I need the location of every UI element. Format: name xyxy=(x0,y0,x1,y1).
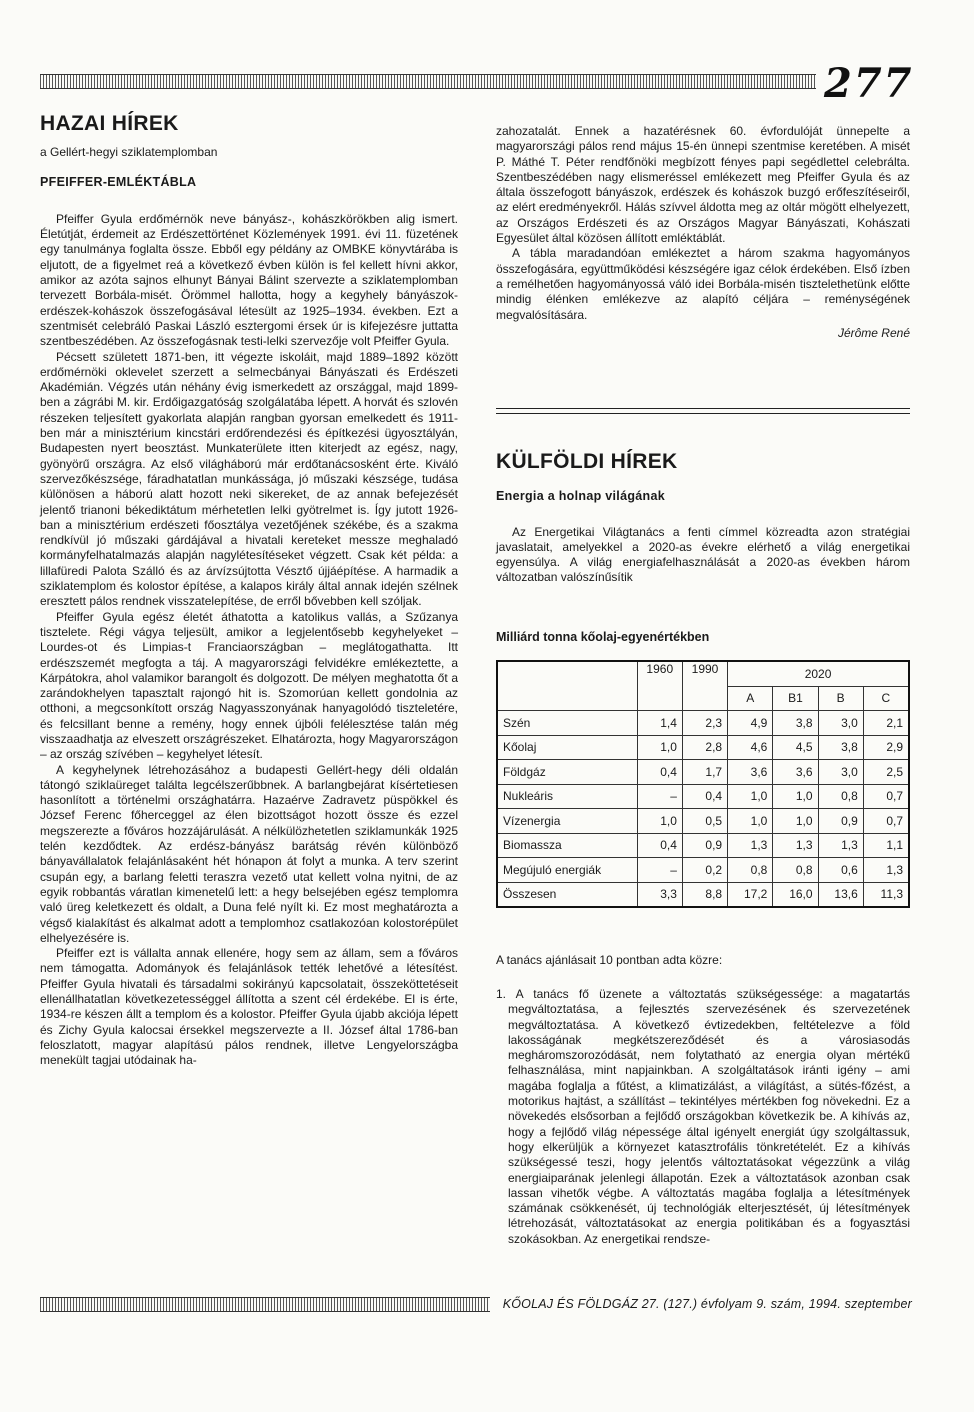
table-cell: 1,4 xyxy=(637,711,682,736)
section-title-hazai: HAZAI HÍREK xyxy=(40,112,179,135)
article-title-pfeiffer: PFEIFFER-EMLÉKTÁBLA xyxy=(40,174,197,189)
journal-footer: KŐOLAJ ÉS FÖLDGÁZ 27. (127.) évfolyam 9. szám, 1994. szeptember xyxy=(502,1297,912,1311)
table-cell: 4,5 xyxy=(773,735,818,760)
year-header: 2020 xyxy=(728,661,909,686)
row-label: Földgáz xyxy=(497,760,637,785)
table-cell: 0,7 xyxy=(863,809,909,834)
row-label: Összesen xyxy=(497,882,637,907)
section-title-kulfoldi: KÜLFÖLDI HÍREK xyxy=(496,450,678,473)
header-hatch-band xyxy=(40,74,816,89)
paragraph: zahozatalát. Ennek a hazatérésnek 60. évfordulóját ünnepelte a magyarországi pálos rend május 15-én ünnepi szentmise keretében. A misét P. Máthé T. Péter rendfőnöki megbízott fényes papi segédlettel celebrálta. Szentbeszédében nagy elismeréssel emlékezett meg Pfeiffer Gyula és az általa összefogott bányászok, erdészek és kohászok buzgó erőfeszítéseiről, az elért eredményekről. Hálás szívvel áldotta meg az oltár mögött elhelyezett, az Országos Erdészeti és az Országos Magyar Bányászati, Kohászati Egyesület által közösen állított emléktáblát. xyxy=(496,124,910,246)
row-label: Megújuló energiák xyxy=(497,858,637,883)
table-row xyxy=(497,735,909,760)
table-cell: 0,7 xyxy=(863,784,909,809)
row-label: Biomassza xyxy=(497,833,637,858)
variant-header: C xyxy=(863,686,909,711)
table-cell: 1,0 xyxy=(637,735,682,760)
footer-hatch-band xyxy=(40,1297,490,1312)
table-cell: 3,8 xyxy=(818,735,863,760)
row-label: Vízenergia xyxy=(497,809,637,834)
table-cell: 2,1 xyxy=(863,711,909,736)
table-cell: 4,6 xyxy=(728,735,773,760)
table-cell: 1,0 xyxy=(728,784,773,809)
table-cell: 13,6 xyxy=(818,882,863,907)
table-cell: – xyxy=(637,858,682,883)
table-row xyxy=(497,784,909,809)
table-cell: 1,3 xyxy=(773,833,818,858)
table-cell: 17,2 xyxy=(728,882,773,907)
table-cell: 3,0 xyxy=(818,711,863,736)
author-signature: Jérôme René xyxy=(837,325,910,340)
table-row xyxy=(497,858,909,883)
table-cell: 1,0 xyxy=(637,809,682,834)
paragraph: Pfeiffer ezt is vállalta annak ellenére, hogy sem az állam, sem a főváros nem támogatta. Adományok és felajánlások tették lehetővé a létesítést. Pfeiffer Gyula hivatali és társadalmi sokirányú kapcsolatait, összeköttetéseit ellenállhatatlan következetességgel állította a szent cél érdekébe. El is érte, 1934-re készen állt a templom és a kolostor. Pfeiffer Gyula újabb akciója lépett és Zichy Gyula kalocsai érsekkel megszervezte a II. József által 1786-ban feloszlatott, magyar alapítású pálos rendnek, illetve Lengyelországba menekült tagjai utódainak ha- xyxy=(40,946,458,1068)
table-corner-cell xyxy=(497,661,637,711)
table-cell: 0,8 xyxy=(818,784,863,809)
table-cell: 2,5 xyxy=(863,760,909,785)
table-cell: 3,3 xyxy=(637,882,682,907)
table-cell: 0,4 xyxy=(637,833,682,858)
table-cell: 1,3 xyxy=(818,833,863,858)
table-row xyxy=(497,760,909,785)
table-cell: 2,9 xyxy=(863,735,909,760)
year-header: 1990 xyxy=(682,661,727,711)
energy-table xyxy=(496,660,910,908)
table-cell: 11,3 xyxy=(863,882,909,907)
left-column xyxy=(40,112,458,1069)
table-cell: 0,5 xyxy=(682,809,727,834)
table-title: Milliárd tonna kőolaj-egyenértékben xyxy=(496,630,710,644)
table-header-row xyxy=(497,661,909,686)
right-column-kulfoldi xyxy=(496,450,910,586)
article-title-energia: Energia a holnap világának xyxy=(496,489,665,504)
table-cell: 0,8 xyxy=(773,858,818,883)
variant-header: B xyxy=(818,686,863,711)
table-cell: 3,8 xyxy=(773,711,818,736)
table-cell: 0,4 xyxy=(682,784,727,809)
table-cell: 3,6 xyxy=(728,760,773,785)
table-cell: 0,8 xyxy=(728,858,773,883)
table-row xyxy=(497,711,909,736)
recommendations-list xyxy=(496,987,910,1247)
table-cell: 1,0 xyxy=(728,809,773,834)
row-label: Kőolaj xyxy=(497,735,637,760)
variant-header: B1 xyxy=(773,686,818,711)
table-cell: – xyxy=(637,784,682,809)
row-label: Nukleáris xyxy=(497,784,637,809)
table-cell: 0,2 xyxy=(682,858,727,883)
table-cell: 3,0 xyxy=(818,760,863,785)
paragraph: Pécsett született 1871-ben, itt végezte iskoláit, majd 1889–1892 között erdőmérnöki oklevelet szerzett a selmecbányai Bányászati és Erdészeti Akadémián. Végzés után néhány évig ismerkedett az országgal, majd 1899-ben a zágrábi M. kir. Erdőigazgatóság szolgálatába lépett. A horvát és szlovén részeken teljesített gyakorlata alapján rangban gyorsan emelkedett és 1911-ben már a minisztérium kincstári erdőrendezési és építkezési ügyosztályán, Budapesten nyert beosztást. Munkaterülete itten kiterjedt az egész, nagy, gyönyörű országra. Az első világháború már erdőtanácsosként érte. Kiváló szervezőkészsége, fáradhatatlan munkássága, jó műszaki készsége, tudása különösen a háború alatt hozott neki sikereket, de az annak befejezését jelentő trianoni békediktátum mérhetetlen lelki gyötrelmet is. Így jutott 1926-ban a minisztérium erdészeti főosztálya vezetőjének székébe, és a szakma rendkívül jó műszaki gárdájával a hivatali kereteket messze meghaladó kormányfelhatalmazás alapján nagylétesítéseket végzett. Csak két példa: a lillafüredi Palota Szálló és az árvízsújtotta Vésztő újjáépítése. A harmadik a sziklatemplom és kolostor építése, a kalapos király által annak idején szélnek eresztett pálos rendnek visszatelepítése, de erről bővebben kell szóljak. xyxy=(40,349,458,609)
section-divider-top xyxy=(496,408,910,409)
right-column-upper xyxy=(496,124,910,341)
year-header: 1960 xyxy=(637,661,682,711)
table-cell: 0,4 xyxy=(637,760,682,785)
table-row xyxy=(497,809,909,834)
paragraph: Pfeiffer Gyula egész életét áthatotta a katolikus vallás, a Szűzanya tisztelete. Régi vágya teljesült, amikor a legjelentősebb kegyhelyeket – Lourdes-ot és Limpias-t Franciaországban – meglátogathatta. Itt erdészszemét megfogta a táj. A magyarországi felvidékre emlékeztette, a Kárpátokra, ahol valamikor barangolt és dolgozott. De mélyen meghatotta őt a zarándokhelyen tapasztalt rajongó hit is. Szomorúan kellett gondolnia az otthoni, a megcsonkított ország Nagyasszonyának hanyagolódó tiszteletére, és felcsillant benne a remény, hogy ennek újbóli felélesztése talán még visszaadhatja az elveszett országrészeket. Elhatározta, hogy Magyarországon – az ország szívében – kegyhelyet létesít. xyxy=(40,609,458,762)
table-cell: 0,9 xyxy=(682,833,727,858)
table-cell: 1,3 xyxy=(728,833,773,858)
table-cell: 1,7 xyxy=(682,760,727,785)
table-cell: 1,1 xyxy=(863,833,909,858)
table-cell: 2,3 xyxy=(682,711,727,736)
variant-header: A xyxy=(728,686,773,711)
table-cell: 16,0 xyxy=(773,882,818,907)
paragraph: A tábla maradandóan emlékeztet a három szakma hagyományos összefogására, együttműködési készségére igaz célok érdekében. Első ízben a remélhetően hagyományossá váló idei Borbála-misén tisztelethetünk előtte mindig élénken emlékezve az alapító céljára – reménységének megvalósítására. xyxy=(496,246,910,322)
intro-paragraph: Az Energetikai Világtanács a fenti címmel közreadta azon stratégiai javaslatait, amelyekkel a 2020-as évekre elérhető a világ energetikai egyensúlya. A világ energiafelhasználását a 2020-as években három változatban valószínűsítik xyxy=(496,524,910,585)
page-number: 277 xyxy=(824,60,914,107)
article-subtitle: a Gellért-hegyi sziklatemplomban xyxy=(40,145,218,160)
recommendation-point-1: 1. A tanács fő üzenete a változtatás szükségessége: a magatartás megváltoztatása, a fejlesztés szervezésének és szervezetének megváltoztatása. A következő évtizedekben, feltételezve a föld lakosságának megkétszereződését és a városiasodás megháromszorozódását, nem folytatható az energia olyan mértékű felhasználása, mint napjainkban. A szolgáltatások iránti igény – ami magába foglalja a fűtést, a klimatizálást, a világítást, a sütés-főzést, a motorikus hajtást, a szállítást – tekintélyes mértékben fog növekedni. Ez a növekedés elsősorban a fejlődő országokban következik be. A kihívás az, hogy a fejlődő világ népessége által igényelt energiát úgy szolgáltassuk, hogy elkerüljük a környezet katasztrofális tönkretételét. Ez a kihívás szükségessé teszi, hogy jelentős változtatásokat végezzünk a világ energiaiparának jelenlegi állapotán. Ezek a változtatások azonban csak lassan vihetők végbe. A változtatás magába foglalja a létesítmények számának csökkenését, új technológiák elterjesztését, új létesítmények létrehozását, változtatásokat az energia politikában és a fogyasztási szokásokban. Az energetikai rendsze- xyxy=(496,987,910,1246)
paragraph: A kegyhelynek létrehozásához a budapesti Gellért-hegy déli oldalán tátongó sziklaüreget találta legcélszerűbbnek. A barlangbejárat kísértetiesen hasonlított a történelmi országhatárra. Hazaérve Zadravetz püspökkel és József Ferenc főherceggel az élen bizottságot hozott össze és ezzel megszerezte a főváros hozzájárulását. A nélkülözhetetlen sziklamunkák 1925 telén kezdődtek. Az erdész-bányász barátság révén különböző bányavállalatok felajánlásaként hét hónapon át folyt a munka. A terv szerint csupán egy, a barlang feletti teraszra vezető utat kellett volna nyitni, de az egyik robbantás váratlan kimenetelű lett: a hegy belsejében egész templomra való üreg keletkezett és oldalt, a Duna felé nyílt ki. Ez most meghatározta a végső kialakítást és alkalmat adott a templomhoz csatlakozóan kolostorépület elhelyezésére is. xyxy=(40,762,458,945)
section-divider-bottom xyxy=(496,413,910,414)
table-cell: 1,0 xyxy=(773,809,818,834)
table-cell: 0,9 xyxy=(818,809,863,834)
row-label: Szén xyxy=(497,711,637,736)
after-table-text: A tanács ajánlásait 10 pontban adta közre: xyxy=(496,953,723,967)
table-cell: 4,9 xyxy=(728,711,773,736)
table-cell: 8,8 xyxy=(682,882,727,907)
table-cell: 1,0 xyxy=(773,784,818,809)
table-row xyxy=(497,833,909,858)
table-cell: 2,8 xyxy=(682,735,727,760)
table-cell: 3,6 xyxy=(773,760,818,785)
table-row xyxy=(497,882,909,907)
table-cell: 0,6 xyxy=(818,858,863,883)
paragraph: Pfeiffer Gyula erdőmérnök neve bányász-, kohászkörökben alig ismert. Életútját, érdemeit az Erdészettörténet Közlemények 1991. évi 11. füzetének egy tanulmánya foglalta össze. Ebből egy példány az OMBKE könyvtárába is eljutott, de a figyelmet reá a következő évben külön is fel kellett hívni akkor, amikor az azóta sajnos elhunyt Bányai Bálint szervezte a sziklatemplomban tervezett Borbála-misét. Örömmel hallotta, hogy a kegyhely bányászok-erdészek-kohászok összefogásával létesült az 1925–1934. években. Ezt a szentmisét celebráló Paskai László esztergomi érsek úr is kifejezésre juttatta szentbeszédében. Az összefogásnak testi-lelki szervezője volt Pfeiffer Gyula. xyxy=(40,211,458,349)
table-cell: 1,3 xyxy=(863,858,909,883)
